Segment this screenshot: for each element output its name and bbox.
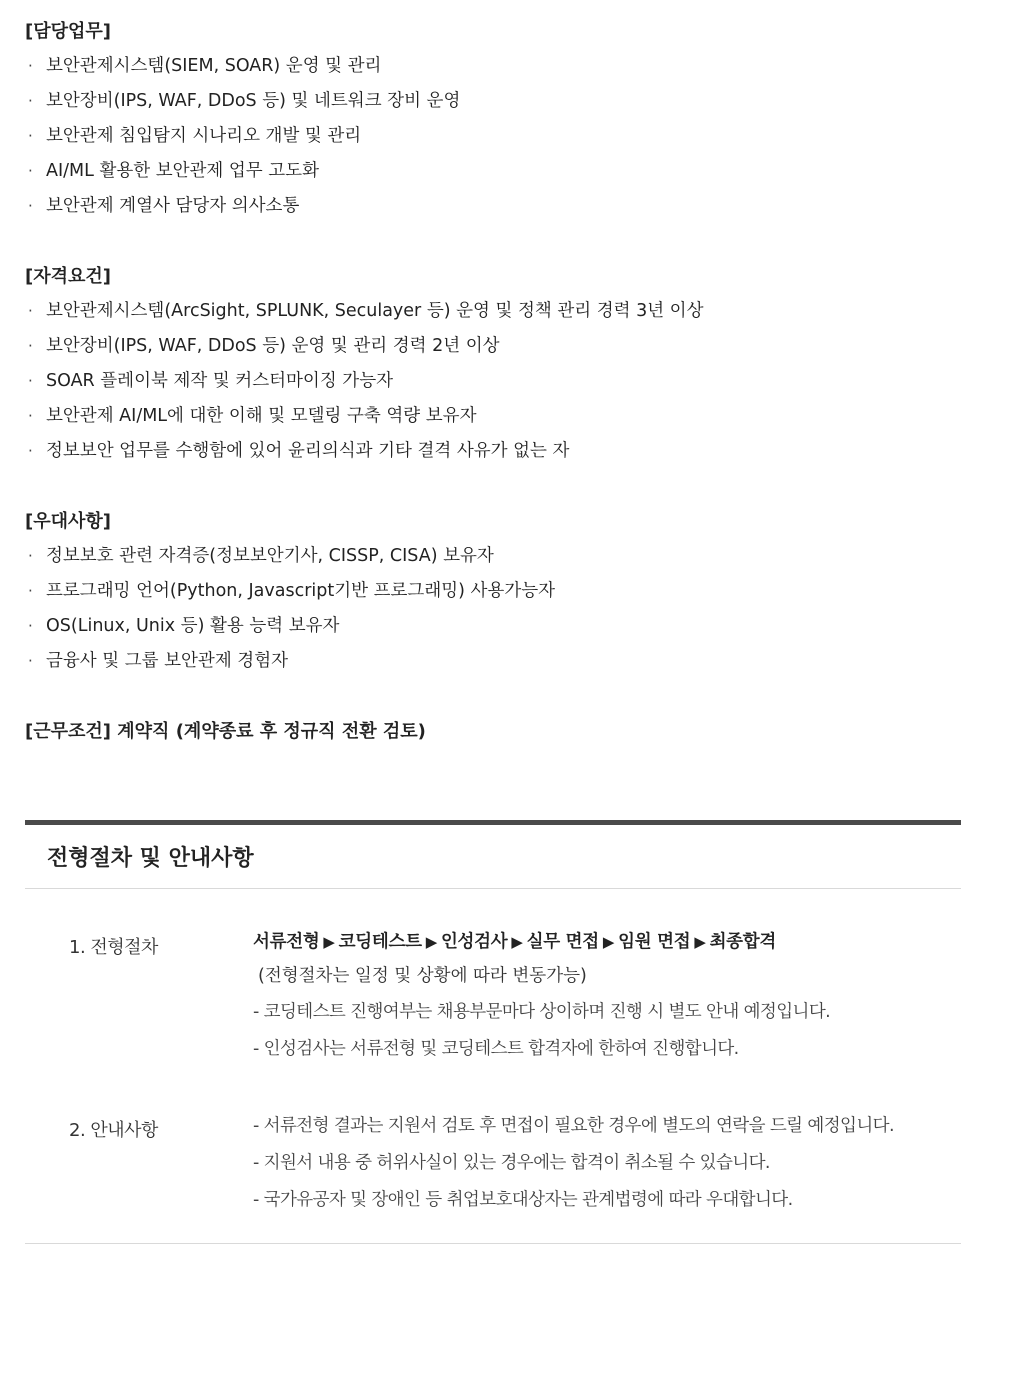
qualifications-section xyxy=(25,259,965,469)
bullet-icon: · xyxy=(28,162,33,180)
detail-item: - 지원서 내용 중 허위사실이 있는 경우에는 합격이 취소될 수 있습니다. xyxy=(253,1153,770,1173)
job-description xyxy=(25,14,965,749)
list-item: · 보안장비(IPS, WAF, DDoS 등) 및 네트워크 장비 운영 xyxy=(25,84,965,119)
bullet-icon: · xyxy=(28,302,33,320)
list-item: · SOAR 플레이북 제작 및 커스터마이징 가능자 xyxy=(25,364,965,399)
qualifications-title: [자격요건] xyxy=(25,266,112,287)
flow-step: 서류전형 xyxy=(253,932,320,952)
bullet-icon: · xyxy=(28,372,33,390)
arrow-right-icon: ▶ xyxy=(694,933,706,951)
arrow-right-icon: ▶ xyxy=(602,933,615,951)
flow-step: 최종합격 xyxy=(709,932,776,952)
duties-section xyxy=(25,14,965,224)
step1-label: 1. 전형절차 xyxy=(69,937,158,958)
flow-step: 코딩테스트 xyxy=(338,932,422,952)
step2-label: 2. 안내사항 xyxy=(69,1120,158,1141)
bullet-icon: · xyxy=(28,652,33,670)
bullet-icon: · xyxy=(28,57,33,75)
bullet-icon: · xyxy=(28,92,33,110)
list-item: · 보안관제 계열사 담당자 의사소통 xyxy=(25,189,965,224)
flow-step: 실무 면접 xyxy=(526,932,599,952)
list-item: · 보안관제시스템(ArcSight, SPLUNK, Seculayer 등) 운영 및 정책 관리 경력 3년 이상 xyxy=(25,294,965,329)
arrow-right-icon: ▶ xyxy=(425,933,437,951)
list-item: · AI/ML 활용한 보안관제 업무 고도화 xyxy=(25,154,965,189)
duties-list xyxy=(25,49,965,224)
bullet-icon: · xyxy=(28,197,33,215)
detail-item: - 코딩테스트 진행여부는 채용부문마다 상이하며 진행 시 별도 안내 예정입니다. xyxy=(253,1002,831,1022)
flow-step: 임원 면접 xyxy=(618,932,691,952)
list-item: · 보안관제 침입탐지 시나리오 개발 및 관리 xyxy=(25,119,965,154)
process-title: 전형절차 및 안내사항 xyxy=(25,825,961,889)
preferences-title: [우대사항] xyxy=(25,511,112,532)
process-note: (전형절차는 일정 및 상황에 따라 변동가능) xyxy=(258,966,587,986)
work-conditions: [근무조건] 계약직 (계약종료 후 정규직 전환 검토) xyxy=(25,721,426,742)
process-section xyxy=(25,820,961,1210)
list-item: · 정보보안 업무를 수행함에 있어 윤리의식과 기타 결격 사유가 없는 자 xyxy=(25,434,965,469)
preferences-section xyxy=(25,504,965,679)
step2-details xyxy=(253,1108,894,1219)
bullet-icon: · xyxy=(28,442,33,460)
bullet-icon: · xyxy=(28,582,33,600)
bottom-divider xyxy=(25,1243,961,1244)
list-item: · 보안관제 AI/ML에 대한 이해 및 모델링 구축 역량 보유자 xyxy=(25,399,965,434)
flow-step: 인성검사 xyxy=(440,932,508,952)
detail-item: - 인성검사는 서류전형 및 코딩테스트 합격자에 한하여 진행합니다. xyxy=(253,1039,739,1059)
process-flow xyxy=(253,926,830,958)
bullet-icon: · xyxy=(28,127,33,145)
arrow-right-icon: ▶ xyxy=(323,933,335,951)
list-item: · 금융사 및 그룹 보안관제 경험자 xyxy=(25,644,965,679)
list-item: · OS(Linux, Unix 등) 활용 능력 보유자 xyxy=(25,609,965,644)
bullet-icon: · xyxy=(28,407,33,425)
preferences-list xyxy=(25,539,965,679)
list-item: · 보안장비(IPS, WAF, DDoS 등) 운영 및 관리 경력 2년 이상 xyxy=(25,329,965,364)
list-item: · 보안관제시스템(SIEM, SOAR) 운영 및 관리 xyxy=(25,49,965,84)
detail-item: - 국가유공자 및 장애인 등 취업보호대상자는 관계법령에 따라 우대합니다. xyxy=(253,1190,793,1210)
bullet-icon: · xyxy=(28,337,33,355)
bullet-icon: · xyxy=(28,547,33,565)
step1-details xyxy=(253,994,830,1068)
list-item: · 프로그래밍 언어(Python, Javascript기반 프로그래밍) 사용가능자 xyxy=(25,574,965,609)
bullet-icon: · xyxy=(28,617,33,635)
list-item: · 정보보호 관련 자격증(정보보안기사, CISSP, CISA) 보유자 xyxy=(25,539,965,574)
detail-item: - 서류전형 결과는 지원서 검토 후 면접이 필요한 경우에 별도의 연락을 드릴 예정입니다. xyxy=(253,1116,894,1136)
step2-body xyxy=(253,1108,894,1219)
arrow-right-icon: ▶ xyxy=(511,933,523,951)
step1-body xyxy=(253,926,830,1068)
duties-title: [담당업무] xyxy=(25,21,112,42)
qualifications-list xyxy=(25,294,965,469)
